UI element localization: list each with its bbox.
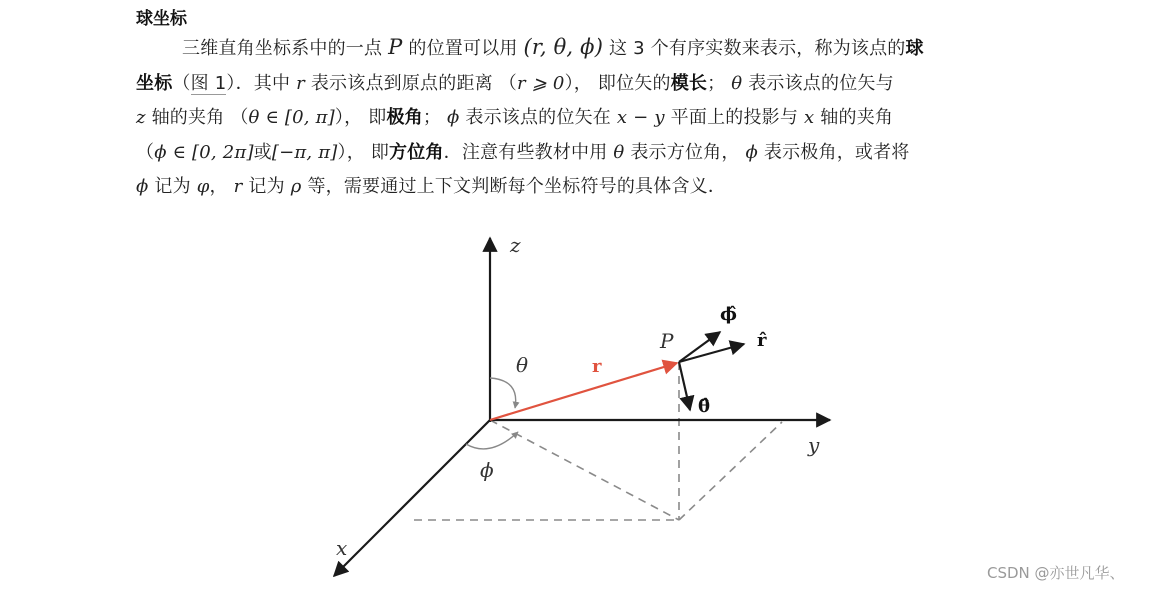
- theta-arc: [490, 378, 516, 408]
- text: ）， 即位矢的: [564, 72, 671, 94]
- text: 表示该点的位矢在: [459, 107, 617, 128]
- label-p: P: [660, 329, 674, 353]
- math-tuple: (r, θ, ϕ): [523, 35, 604, 59]
- label-phi-hat: ϕ̂: [720, 304, 737, 325]
- bold-term: 球: [905, 38, 924, 59]
- math-condition: ϕ ∈ [0, 2π]: [154, 141, 254, 163]
- text: ；: [422, 107, 447, 128]
- label-phi: ϕ: [480, 458, 494, 482]
- text: 记为: [242, 176, 291, 197]
- unit-vector-r-hat: [679, 344, 744, 362]
- math-rho: ρ: [290, 176, 302, 197]
- text: ）．其中: [226, 72, 297, 94]
- text: 三维直角坐标系中的一点: [182, 38, 389, 59]
- phi-arc: [466, 432, 518, 449]
- math-r: r: [233, 176, 243, 197]
- figure-reference-link[interactable]: 图 1: [190, 72, 227, 94]
- math-z: z: [136, 107, 146, 128]
- text: ）， 即: [334, 107, 387, 128]
- bold-term: 坐标: [136, 72, 173, 94]
- text: 轴的夹角: [814, 107, 894, 128]
- text: 轴的夹角 （: [145, 107, 249, 128]
- unit-vector-theta-hat: [679, 362, 690, 410]
- math-phi: ϕ: [136, 176, 149, 197]
- section-heading: 球坐标: [136, 9, 187, 29]
- text: 平面上的投影与: [664, 107, 805, 128]
- label-r-vector: r: [592, 356, 602, 377]
- math-condition: r ⩾ 0: [516, 72, 565, 94]
- text: 或: [253, 141, 272, 163]
- math-p: P: [388, 35, 403, 59]
- math-condition: [−π, π]: [271, 141, 338, 163]
- text: 这 3 个有序实数来表示，称为该点的: [603, 38, 906, 59]
- text: ；: [707, 72, 732, 94]
- bold-term: 方位角: [389, 141, 444, 163]
- text: 表示方位角，: [624, 141, 746, 163]
- text: 表示极角，或者将: [757, 141, 910, 163]
- label-z: z: [510, 233, 521, 257]
- math-condition: θ ∈ [0, π]: [248, 107, 335, 128]
- text: 的位置可以用: [402, 38, 524, 59]
- label-x: x: [336, 536, 348, 560]
- math-theta: θ: [731, 72, 743, 94]
- text: ．注意有些教材中用: [443, 141, 614, 163]
- math-phi: ϕ: [745, 141, 758, 163]
- parallel-x-line: [679, 422, 782, 520]
- bold-term: 极角: [386, 107, 423, 128]
- projection-line: [490, 420, 679, 520]
- math-x: x: [804, 107, 815, 128]
- label-theta-hat: θ̂: [698, 396, 711, 417]
- text: 记为: [148, 176, 197, 197]
- watermark: CSDN @亦世凡华、: [987, 564, 1125, 582]
- text: （: [136, 141, 155, 163]
- text: ）， 即: [337, 141, 390, 163]
- math-r: r: [296, 72, 305, 94]
- text: （: [172, 72, 191, 94]
- label-y: y: [808, 433, 820, 457]
- text: 表示该点的位矢与: [742, 72, 894, 94]
- math-theta: θ: [613, 141, 625, 163]
- x-axis: [334, 420, 490, 576]
- label-r-hat: r̂: [757, 330, 767, 351]
- label-theta: θ: [516, 353, 529, 377]
- text: ，: [209, 176, 234, 197]
- math-varphi: φ: [196, 176, 210, 197]
- text: 表示该点到原点的距离 （: [304, 72, 517, 94]
- math-plane: x − y: [616, 107, 665, 128]
- math-phi: ϕ: [446, 107, 460, 128]
- unit-vector-phi-hat: [679, 332, 720, 362]
- bold-term: 模长: [670, 72, 708, 94]
- text: 等，需要通过上下文判断每个坐标符号的具体含义．: [301, 176, 727, 197]
